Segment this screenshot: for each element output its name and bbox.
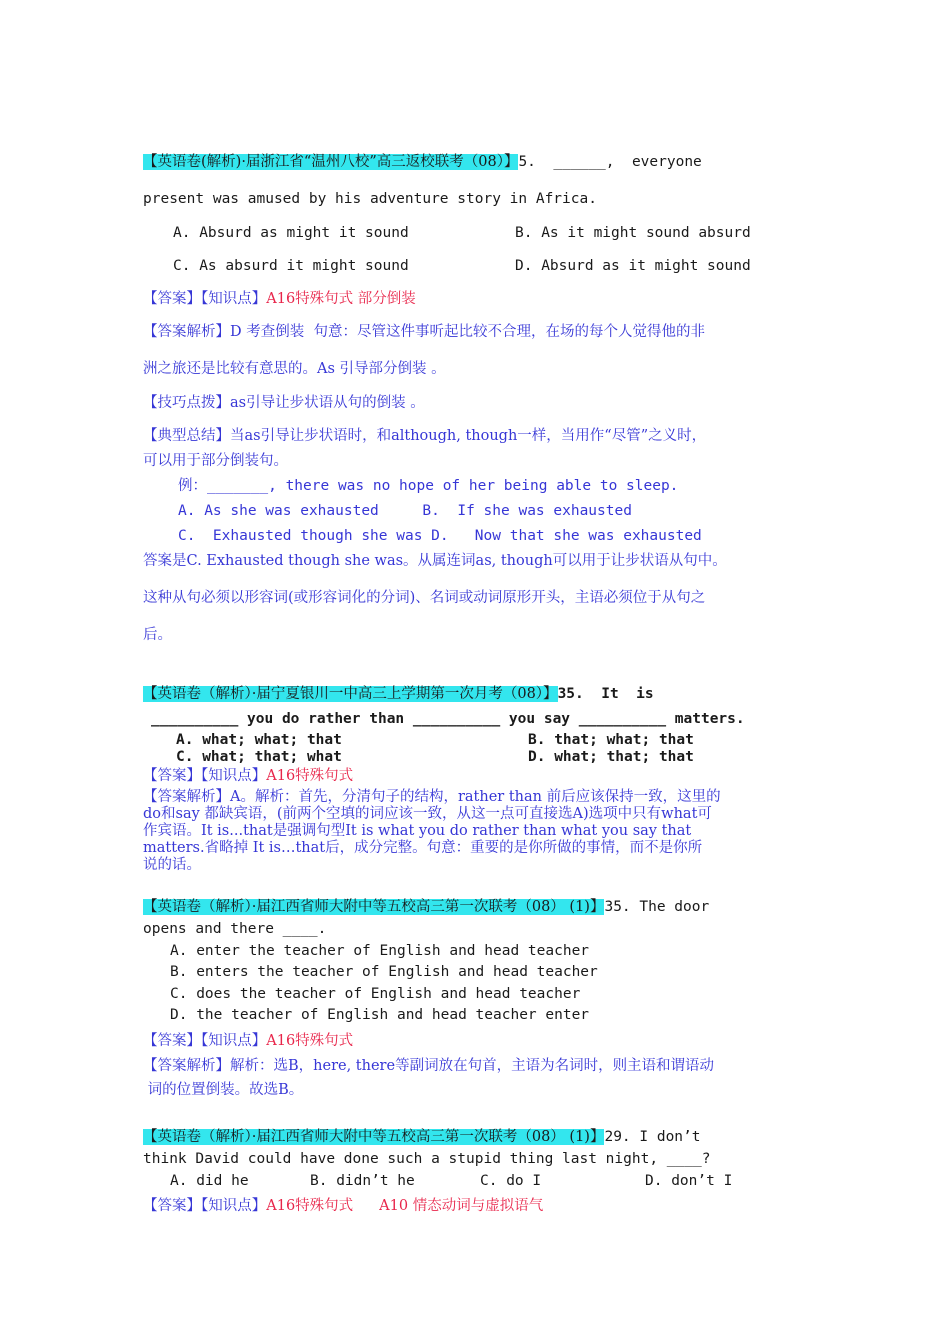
question-2-explanation-line-3: 作宾语。It is...that是强调句型It is what you do rather than what you say that [143, 823, 692, 839]
question-2-knowledge-code: A16特殊句式 [266, 768, 354, 784]
question-4-first-line [143, 1128, 701, 1146]
question-1-option-a: A. Absurd as might it sound [173, 225, 409, 241]
question-3-option-c: C. does the teacher of English and head teacher [170, 986, 581, 1002]
question-3-option-d: D. the teacher of English and head teacher enter [170, 1007, 590, 1023]
question-4-option-d: D. don’t I [645, 1173, 733, 1189]
question-1-knowledge-code: A16特殊句式 部分倒装 [266, 291, 416, 307]
question-3-explanation-line-1: 【答案解析】解析：选B，here, there等副词放在句首，主语为名词时，则主语和谓语动 [143, 1058, 715, 1074]
question-4-knowledge-code-2: A10 情态动词与虚拟语气 [379, 1198, 544, 1214]
question-4-option-c: C. do I [480, 1173, 542, 1189]
question-4-option-a: A. did he [170, 1173, 249, 1189]
question-4-answer-line [143, 1197, 543, 1215]
question-3-option-b: B. enters the teacher of English and head teacher [170, 964, 598, 980]
question-1-example-note-line-1: 这种从句必须以形容词(或形容词化的分词)、名词或动词原形开头，主语必须位于从句之 [143, 590, 706, 606]
question-1-summary-line-2: 可以用于部分倒装句。 [143, 453, 288, 469]
question-1-explanation-line-1: 【答案解析】D 考查倒装 句意：尽管这件事听起比较不合理，在场的每个人觉得他的非 [143, 324, 705, 340]
question-3-option-a: A. enter the teacher of English and head teacher [170, 943, 590, 959]
question-2-option-c: C. what; that; what [176, 749, 342, 765]
question-2-option-b: B. that; what; that [528, 732, 694, 748]
question-2-explanation-line-1: 【答案解析】A。解析：首先，分清句子的结构，rather than 前后应该保持一致，这里的 [143, 789, 721, 805]
question-1-option-d: D. Absurd as it might sound [515, 258, 751, 274]
question-1-answer-line [143, 290, 416, 308]
question-1-summary-line-1: 【典型总结】当as引导让步状语时，和although, though一样，当用作“尽管”之义时， [143, 428, 707, 444]
question-2-explanation-line-2: do和say 都缺宾语，(前两个空填的词应该一致，从这一点可直接选A)选项中只有what可 [143, 806, 712, 822]
question-2-explanation-line-4: matters.省略掉 It is…that后，成分完整。句意：重要的是你所做的事情，而不是你所 [143, 840, 703, 856]
question-1-option-c: C. As absurd it might sound [173, 258, 409, 274]
question-3-stem-continued: opens and there ____. [143, 921, 327, 937]
question-1-source-header: 【英语卷(解析)·届浙江省“温州八校”高三返校联考（08）】 [143, 154, 519, 170]
question-4-stem-continued: think David could have done such a stupid thing last night, ____? [143, 1151, 711, 1167]
question-2-option-a: A. what; what; that [176, 732, 342, 748]
question-3-stem-start: 35. The door [604, 899, 710, 915]
question-1-example-answer: 答案是C. Exhausted though she was。从属连词as, though可以用于让步状语从句中。 [143, 553, 727, 569]
question-1-example-stem: 例：_______, there was no hope of her being able to sleep. [178, 478, 679, 494]
question-1-stem-start: 5. ______, everyone [518, 154, 702, 170]
question-4-answer-label: 【答案】【知识点】 [143, 1198, 267, 1214]
question-2-answer-label: 【答案】【知识点】 [143, 768, 267, 784]
question-4-stem-start: 29. I don’t [604, 1129, 701, 1145]
question-3-answer-label: 【答案】【知识点】 [143, 1033, 267, 1049]
question-1-answer-label: 【答案】【知识点】 [143, 291, 267, 307]
question-2-first-line [143, 685, 654, 703]
question-2-answer-line [143, 767, 353, 785]
question-1-stem-continued: present was amused by his adventure story in Africa. [143, 191, 597, 207]
question-3-source-header: 【英语卷（解析）·届江西省师大附中等五校高三第一次联考（08） (1)】 [143, 899, 605, 915]
question-4-knowledge-code: A16特殊句式 [266, 1198, 354, 1214]
question-2-stem-start: 35. It is [557, 686, 654, 702]
question-1-explanation-line-2: 洲之旅还是比较有意思的。As 引导部分倒装 。 [143, 361, 446, 377]
question-2-option-d: D. what; that; that [528, 749, 694, 765]
question-3-answer-line [143, 1032, 353, 1050]
question-1-example-options-cd: C. Exhausted though she was D. Now that she was exhausted [178, 528, 702, 544]
question-3-explanation-line-2: 词的位置倒装。故选B。 [143, 1082, 304, 1098]
question-1-tip: 【技巧点拨】as引导让步状语从句的倒装 。 [143, 395, 425, 411]
question-4-source-header: 【英语卷（解析）·届江西省师大附中等五校高三第一次联考（08） (1)】 [143, 1129, 605, 1145]
question-1-example-note-line-2: 后。 [143, 627, 172, 643]
question-2-source-header: 【英语卷（解析）·届宁夏银川一中高三上学期第一次月考（08）】 [143, 686, 558, 702]
question-4-option-b: B. didn’t he [310, 1173, 415, 1189]
question-1-first-line [143, 153, 702, 171]
question-3-first-line [143, 898, 709, 916]
question-2-stem-continued: __________ you do rather than __________ you say __________ matters. [151, 711, 745, 727]
question-3-knowledge-code: A16特殊句式 [266, 1033, 354, 1049]
question-1-option-b: B. As it might sound absurd [515, 225, 751, 241]
question-1-example-options-ab: A. As she was exhausted B. If she was exhausted [178, 503, 632, 519]
question-2-explanation-line-5: 说的话。 [143, 857, 201, 873]
